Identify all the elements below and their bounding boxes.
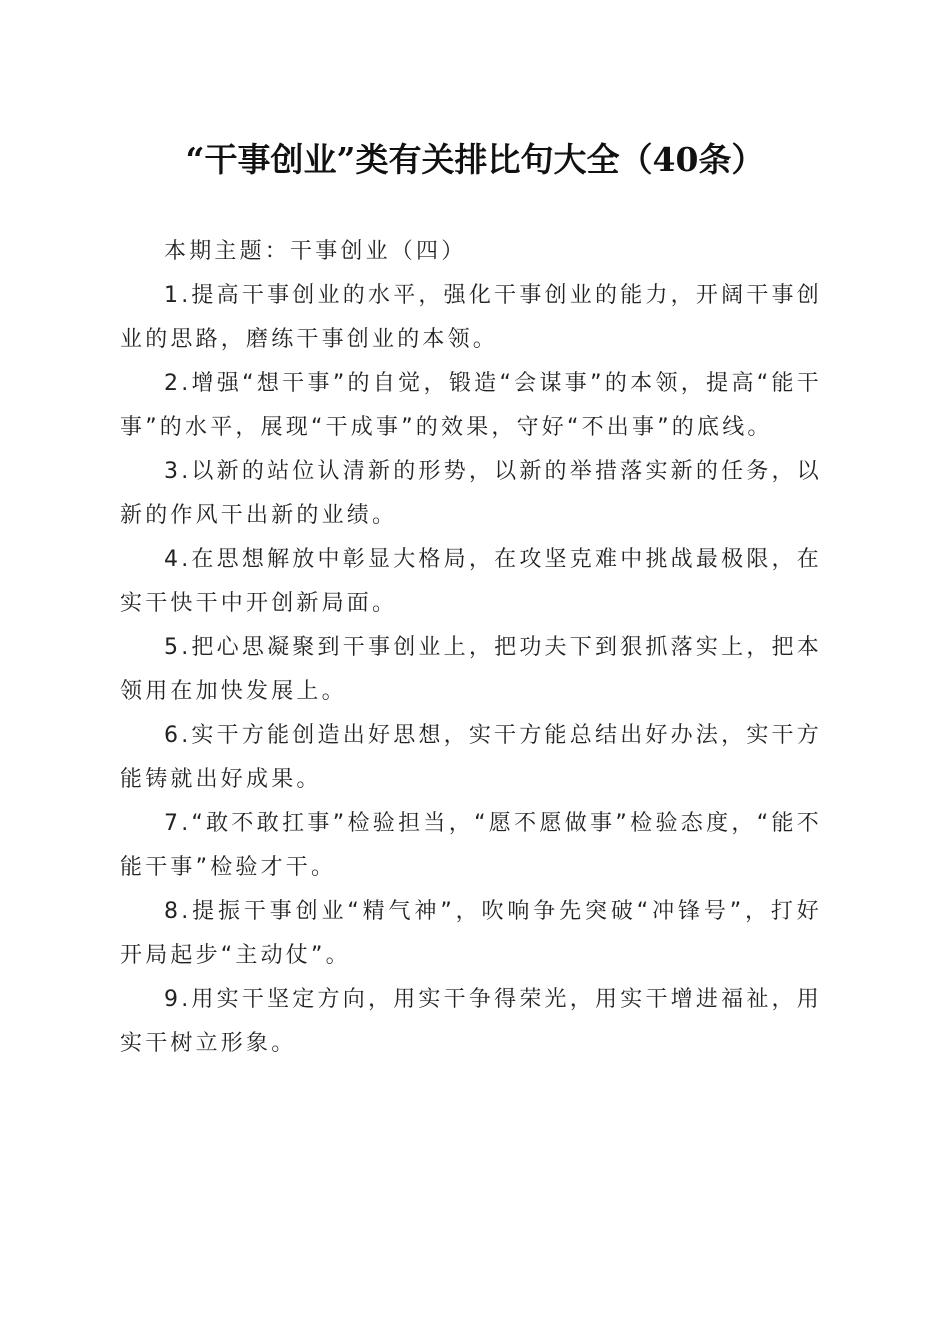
list-item: 2.增强“想干事”的自觉，锻造“会谋事”的本领，提高“能干事”的水平，展现“干成事”的效果，守好“不出事”的底线。 [120, 371, 822, 440]
list-item: 3.以新的站位认清新的形势，以新的举措落实新的任务，以新的作风干出新的业绩。 [120, 459, 822, 528]
document-body [120, 230, 822, 1066]
list-item: 5.把心思凝聚到干事创业上，把功夫下到狠抓落实上，把本领用在加快发展上。 [120, 635, 822, 704]
list-item: 8.提振干事创业“精气神”，吹响争先突破“冲锋号”，打好开局起步“主动仗”。 [120, 899, 822, 968]
theme-line: 本期主题：干事创业（四） [164, 239, 467, 264]
list-item: 7.“敢不敢扛事”检验担当，“愿不愿做事”检验态度，“能不能干事”检验才干。 [120, 811, 822, 880]
list-item: 6.实干方能创造出好思想，实干方能总结出好办法，实干方能铸就出好成果。 [120, 723, 822, 792]
list-item: 4.在思想解放中彰显大格局，在攻坚克难中挑战最极限，在实干快干中开创新局面。 [120, 547, 822, 616]
list-item: 9.用实干坚定方向，用实干争得荣光，用实干增进福祉，用实干树立形象。 [120, 987, 822, 1056]
document-title: “干事创业”类有关排比句大全（40条） [185, 140, 765, 179]
list-item: 1.提高干事创业的水平，强化干事创业的能力，开阔干事创业的思路，磨练干事创业的本领。 [120, 283, 822, 352]
